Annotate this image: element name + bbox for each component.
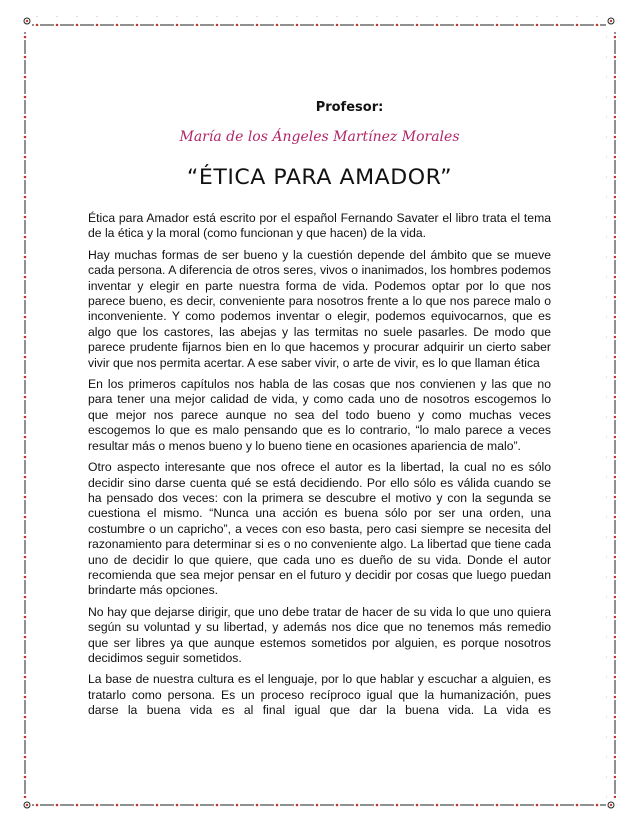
document-content (88, 98, 551, 725)
document-title: “ÉTICA PARA AMADOR” (186, 165, 453, 189)
teacher-name: María de los Ángeles Martínez Morales (179, 129, 460, 145)
paragraph: Hay muchas formas de ser bueno y la cuestión depende del ámbito que se mueve cada persona. A diferencia de otros seres, vivos o inanimados, los hombres podemos inventar y elegir en parte nuestra forma de vida. Podemos optar por lo que nos parece bueno, es decir, conveniente para nosotros frente a lo que nos parece malo o inconveniente. Y como podemos inventar o elegir, podemos equivocarnos, que es algo que los castores, las abejas y las termitas no suele pasarles. De modo que parece prudente fijarnos bien en lo que hacemos y procurar adquirir un cierto saber vivir que nos permita acertar. A ese saber vivir, o arte de vivir, es lo que llaman ética (88, 247, 551, 370)
paragraph: En los primeros capítulos nos habla de las cosas que nos convienen y las que no para tener una mejor calidad de vida, y como cada uno de nosotros escogemos lo que mejor nos parece aunque no sea del todo bueno y como muchas veces escogemos lo que es malo pensando que es lo contrario, “lo malo parece a veces resultar más o menos bueno y lo bueno tiene en ocasiones apariencia de malo”. (88, 377, 551, 453)
paragraph: Otro aspecto interesante que nos ofrece el autor es la libertad, la cual no es sólo decidir sino darse cuenta qué se está decidiendo. Por ello sólo es válida cuando se ha pensado dos veces: con la primera se descubre el motivo y con la segunda se cuestiona el mismo. “Nunca una acción es buena sólo por ser una orden, una costumbre o un capricho”, a veces con eso basta, pero casi siempre se necesita del razonamiento para determinar si es o no conveniente algo. La libertad que tiene cada uno de decidir lo que quiere, que cada uno es dueño de su vida. Donde el autor recomienda que sea mejor pensar en el futuro y decidir por cosas que luego puedan brindarte más opciones. (88, 460, 551, 598)
corner-ornament-bottom-right (608, 802, 614, 808)
border-top (32, 16, 606, 26)
corner-ornament-top-right (608, 18, 614, 24)
border-right (606, 32, 616, 798)
border-bottom (32, 800, 606, 810)
teacher-label: Profesor: (315, 100, 384, 115)
paragraph: La base de nuestra cultura es el lenguaje, por lo que hablar y escuchar a alguien, es tratarlo como persona. Es un proceso recíproco igual que la humanización, pues darse la buena vida es al final igual que dar la buena vida. La vida es (88, 672, 551, 718)
paragraph: Ética para Amador está escrito por el español Fernando Savater el libro trata el tema de la ética y la moral (como funcionan y que hacen) de la vida. (88, 211, 551, 241)
corner-ornament-bottom-left (24, 802, 30, 808)
document-body (88, 211, 551, 719)
paragraph: No hay que dejarse dirigir, que uno debe tratar de hacer de su vida lo que uno quiera según su voluntad y su libertad, y además nos dice que no tenemos más remedio que ser libres ya que aunque estemos sometidos por alguien, es porque nosotros decidimos seguir sometidos. (88, 604, 551, 665)
corner-ornament-top-left (24, 18, 30, 24)
border-left (22, 32, 32, 798)
